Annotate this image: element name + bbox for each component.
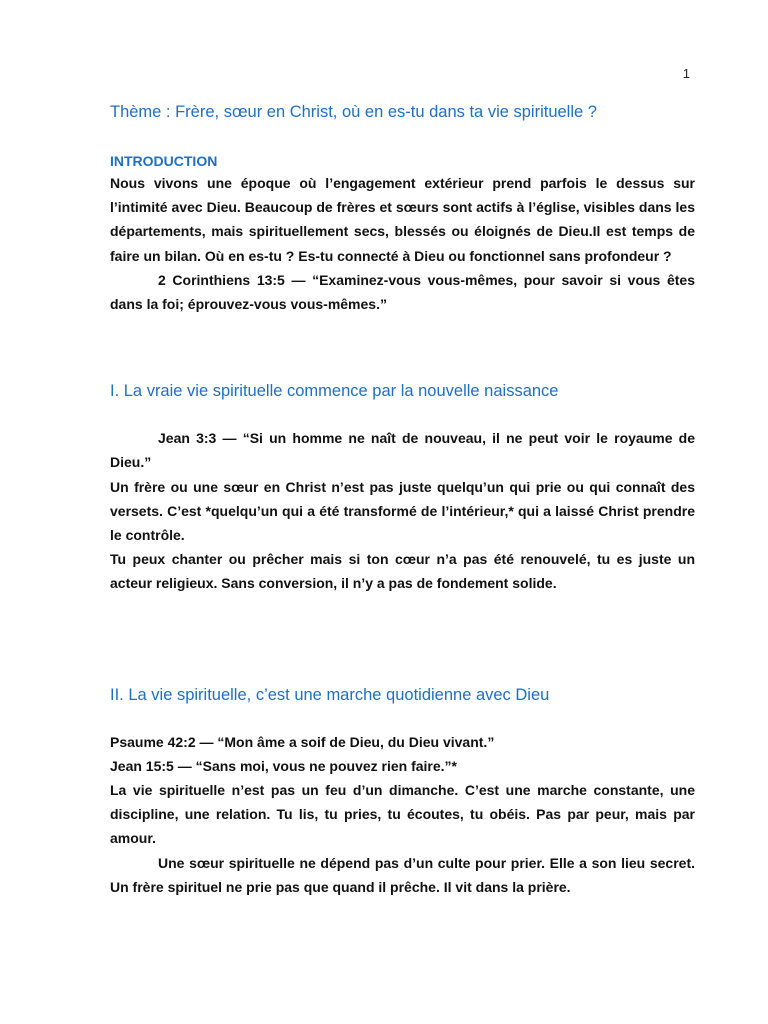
introduction-paragraph: Nous vivons une époque où l’engagement extérieur prend parfois le dessus sur l’intimité avec Dieu. Beaucoup de frères et sœurs sont actifs à l’église, visibles dans les départements, mais spirituellement secs, blessés ou éloignés de Dieu.Il est temps de faire un bilan. Où en es-tu ? Es-tu connecté à Dieu ou fonctionnel sans profondeur ? xyxy=(110,175,695,264)
section-2-paragraph-2: Une sœur spirituelle ne dépend pas d’un culte pour prier. Elle a son lieu secret. Un frère spirituel ne prie pas que quand il prêche. Il vit dans la prière. xyxy=(110,854,695,895)
section-1-paragraph-1: Un frère ou une sœur en Christ n’est pas juste quelqu’un qui prie ou qui connaît des versets. C’est *quelqu’un qui a été transformé de l’intérieur,* qui a laissé Christ prendre le contrôle. xyxy=(110,478,695,544)
section-1-verse: Jean 3:3 — “Si un homme ne naît de nouveau, il ne peut voir le royaume de Dieu.” xyxy=(110,430,695,471)
section-2-paragraph-1: La vie spirituelle n’est pas un feu d’un dimanche. C’est une marche constante, une discipline, une relation. Tu lis, tu pries, tu écoutes, tu obéis. Pas par peur, mais par amour. xyxy=(110,782,695,847)
section-1-paragraph-2: Tu peux chanter ou prêcher mais si ton cœur n’a pas été renouvelé, tu es juste un acteur religieux. Sans conversion, il n’y a pas de fondement solide. xyxy=(110,551,695,592)
section-2-verse-1: Psaume 42:2 — “Mon âme a soif de Dieu, du Dieu vivant.” xyxy=(110,733,495,750)
document-body xyxy=(110,100,695,899)
section-2-title: II. La vie spirituelle, c’est une marche quotidienne avec Dieu xyxy=(110,685,550,704)
section-2-verse-2: Jean 15:5 — “Sans moi, vous ne pouvez rien faire.”* xyxy=(110,757,458,774)
theme-title: Thème : Frère, sœur en Christ, où en es-tu dans ta vie spirituelle ? xyxy=(110,103,597,121)
section-1-title: I. La vraie vie spirituelle commence par la nouvelle naissance xyxy=(110,382,559,401)
introduction-verse: 2 Corinthiens 13:5 — “Examinez-vous vous-mêmes, pour savoir si vous êtes dans la foi; éprouvez-vous vous-mêmes.” xyxy=(110,271,695,313)
page-number: 1 xyxy=(682,66,690,81)
introduction-heading: INTRODUCTION xyxy=(110,153,218,169)
